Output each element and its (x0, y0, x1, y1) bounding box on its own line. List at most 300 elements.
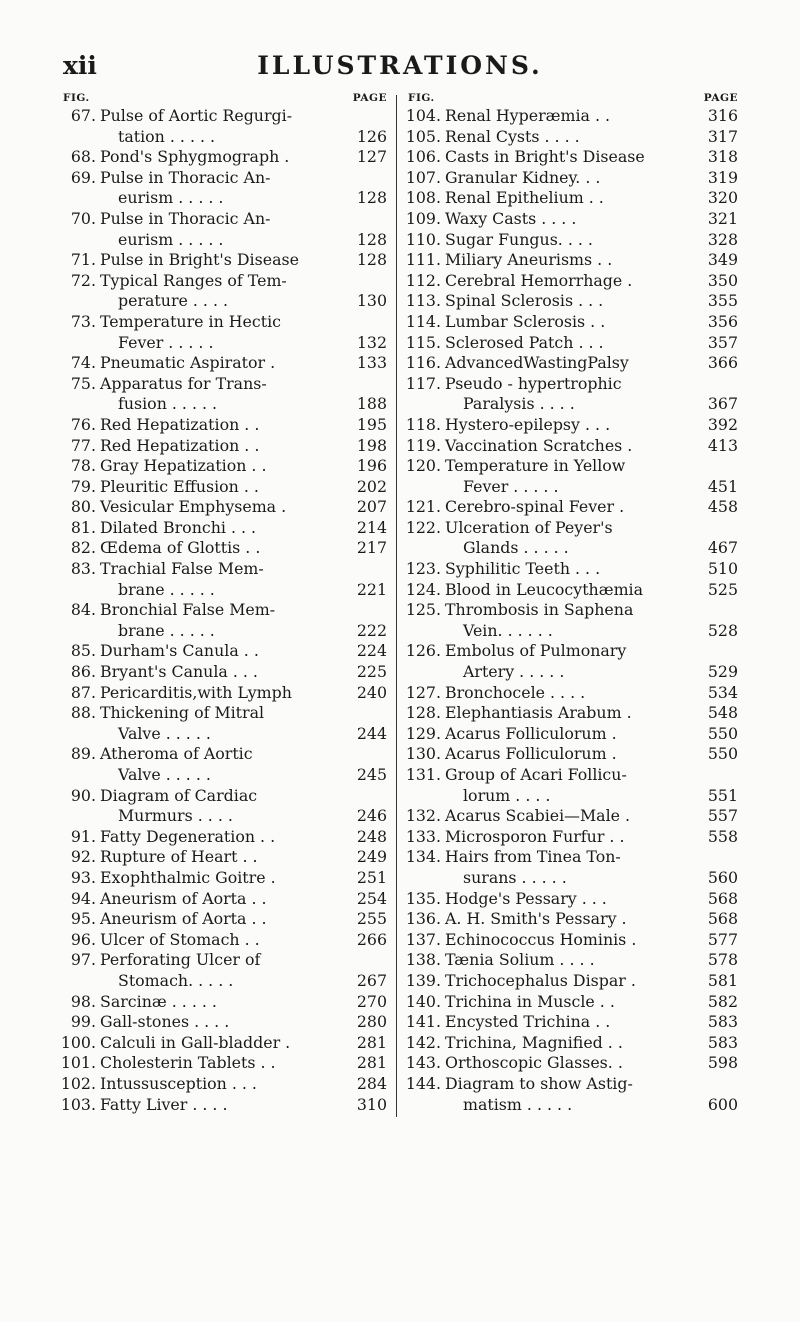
list-item (405, 1053, 738, 1074)
page-reference: 458 (707, 497, 738, 517)
figure-number: 105. (405, 126, 441, 146)
entry-line (60, 847, 387, 868)
entry-line (405, 724, 738, 745)
figure-title: Microsporon Furfur . . (445, 826, 625, 846)
list-item (60, 209, 387, 250)
figure-title: Embolus of Pulmonary (445, 641, 627, 661)
figure-number: 81. (70, 517, 96, 537)
figure-number: 108. (405, 188, 441, 208)
page-reference: 357 (707, 332, 738, 352)
figure-number: 109. (405, 208, 441, 228)
list-item (405, 930, 738, 951)
entry-line (405, 683, 738, 704)
entry-line (405, 333, 738, 354)
entry-line (405, 456, 738, 477)
page-reference: 451 (707, 476, 738, 496)
figure-title: Apparatus for Trans- (100, 373, 267, 393)
page-reference: 568 (707, 909, 738, 929)
figure-number: 76. (70, 414, 96, 434)
list-item (60, 1053, 387, 1074)
figure-number: 118. (405, 414, 441, 434)
figure-title: Cerebral Hemorrhage . (445, 270, 633, 290)
entry-line (60, 1074, 387, 1095)
figure-number: 101. (60, 1053, 96, 1073)
figure-title: perature . . . . (118, 291, 229, 311)
figure-title: matism . . . . . (463, 1094, 573, 1114)
list-item (405, 436, 738, 457)
figure-number: 136. (405, 909, 441, 929)
page-reference: 558 (707, 826, 738, 846)
figure-number: 93. (70, 867, 96, 887)
figure-title: Temperature in Hectic (100, 311, 281, 331)
figure-title: Blood in Leucocythæmia (445, 579, 644, 599)
page-reference: 582 (707, 991, 738, 1011)
list-item (60, 1033, 387, 1054)
page-reference: 224 (356, 641, 387, 661)
figure-number: 107. (405, 167, 441, 187)
list-item (60, 497, 387, 518)
figure-title: Fever . . . . . (118, 332, 214, 352)
figure-title: Stomach. . . . . (118, 970, 234, 990)
page-reference: 550 (707, 723, 738, 743)
figure-title: brane . . . . . (118, 620, 215, 640)
list-item (60, 703, 387, 744)
entry-line (405, 621, 738, 642)
entry-line (405, 806, 738, 827)
list-item (405, 1012, 738, 1033)
figure-title: Renal Epithelium . . (445, 188, 604, 208)
page-reference: 217 (356, 538, 387, 558)
list-item (405, 209, 738, 230)
entry-line (405, 1053, 738, 1074)
page-reference: 255 (356, 909, 387, 929)
figure-title: Pulse of Aortic Regurgi- (100, 106, 293, 125)
entry-line (405, 106, 738, 127)
figure-title: Spinal Sclerosis . . . (445, 291, 604, 311)
entry-line (405, 250, 738, 271)
figure-title: Valve . . . . . (118, 723, 211, 743)
list-item (405, 353, 738, 374)
figure-number: 143. (405, 1053, 441, 1073)
figure-number: 131. (405, 765, 441, 784)
figure-title: Intussusception . . . (100, 1073, 257, 1093)
figure-title: Calculi in Gall-bladder . (100, 1032, 291, 1052)
figure-title: Renal Hyperæmia . . (445, 106, 611, 125)
figure-number: 89. (70, 744, 96, 764)
page-reference: 568 (707, 888, 738, 908)
entry-line (405, 559, 738, 580)
page-reference: 320 (707, 188, 738, 208)
list-item (60, 909, 387, 930)
figure-title: Fatty Liver . . . . (100, 1094, 228, 1114)
figure-title: Tænia Solium . . . . (445, 950, 595, 970)
list-item (405, 724, 738, 745)
list-item (60, 456, 387, 477)
entry-line (60, 806, 387, 827)
page-reference: 413 (707, 435, 738, 455)
list-item (60, 415, 387, 436)
page-reference: 581 (707, 970, 738, 990)
page-reference: 280 (356, 1012, 387, 1032)
entry-line (405, 271, 738, 292)
figure-title: Aneurism of Aorta . . (100, 888, 267, 908)
list-item (60, 683, 387, 704)
page-reference: 225 (356, 662, 387, 682)
figure-title: Trichina, Magnified . . (445, 1032, 623, 1052)
entry-line (60, 291, 387, 312)
entry-line (405, 971, 738, 992)
page-reference: 281 (356, 1053, 387, 1073)
fig-label: FIG. (63, 92, 90, 104)
figure-number: 132. (405, 806, 441, 826)
figure-number: 73. (70, 311, 96, 331)
figure-title: Acarus Folliculorum . (445, 723, 617, 743)
figure-number: 141. (405, 1012, 441, 1032)
figure-number: 135. (405, 888, 441, 908)
page-reference: 525 (707, 579, 738, 599)
list-item (405, 147, 738, 168)
list-item (60, 847, 387, 868)
page-reference: 316 (707, 106, 738, 125)
figure-title: Diagram of Cardiac (100, 785, 258, 805)
entry-line (405, 230, 738, 251)
figure-title: Red Hepatization . . (100, 414, 260, 434)
entry-line (405, 1095, 738, 1116)
figure-title: brane . . . . . (118, 579, 215, 599)
page-reference: 266 (356, 929, 387, 949)
entry-line (60, 724, 387, 745)
entry-line (60, 147, 387, 168)
page-reference: 128 (356, 188, 387, 208)
list-item (60, 600, 387, 641)
figure-number: 77. (70, 435, 96, 455)
figure-title: Lumbar Sclerosis . . (445, 311, 606, 331)
entry-line (405, 992, 738, 1013)
entry-line (405, 786, 738, 807)
figure-title: Vein. . . . . . (463, 620, 553, 640)
figure-number: 134. (405, 847, 441, 867)
entry-line (405, 909, 738, 930)
list-item (60, 436, 387, 457)
right-column (405, 92, 738, 1115)
figure-title: Paralysis . . . . (463, 394, 575, 414)
entry-line (60, 209, 387, 230)
figure-title: Thrombosis in Saphena (445, 600, 634, 620)
column-header (60, 92, 387, 106)
entry-line (405, 827, 738, 848)
figure-number: 97. (70, 950, 96, 970)
entry-line (60, 312, 387, 333)
figure-title: eurism . . . . . (118, 188, 224, 208)
figure-title: Cerebro-spinal Fever . (445, 497, 625, 517)
entry-line (60, 950, 387, 971)
figure-title: Pneumatic Aspirator . (100, 353, 276, 373)
entry-line (60, 168, 387, 189)
page-reference: 578 (707, 950, 738, 970)
figure-title: Group of Acari Follicu- (445, 765, 627, 784)
page-reference: 321 (707, 208, 738, 228)
list-item (405, 827, 738, 848)
entry-line (405, 127, 738, 148)
figure-number: 124. (405, 579, 441, 599)
list-item (405, 497, 738, 518)
page-reference: 534 (707, 682, 738, 702)
figure-number: 98. (70, 991, 96, 1011)
entry-line (405, 497, 738, 518)
page-reference: 254 (356, 888, 387, 908)
figure-number: 78. (70, 456, 96, 476)
list-item (60, 518, 387, 539)
entry-line (60, 456, 387, 477)
entry-line (60, 909, 387, 930)
page-reference: 246 (356, 806, 387, 826)
page-reference: 270 (356, 991, 387, 1011)
figure-title: AdvancedWastingPalsy (445, 353, 629, 373)
page-label: PAGE (352, 92, 387, 104)
entry-line (60, 374, 387, 395)
figure-title: tation . . . . . (118, 126, 216, 146)
figure-number: 123. (405, 559, 441, 579)
figure-title: Renal Cysts . . . . (445, 126, 580, 146)
page-reference: 198 (356, 435, 387, 455)
figure-title: eurism . . . . . (118, 229, 224, 249)
figure-number: 121. (405, 497, 441, 517)
list-item (405, 971, 738, 992)
figure-number: 90. (70, 785, 96, 805)
figure-number: 72. (70, 270, 96, 290)
figure-title: Pulse in Thoracic An- (100, 208, 271, 228)
figure-title: Pulse in Bright's Disease (100, 250, 299, 270)
figure-title: Murmurs . . . . (118, 806, 233, 826)
list-item (405, 641, 738, 682)
figure-number: 139. (405, 970, 441, 990)
figure-number: 84. (70, 600, 96, 620)
list-item (405, 374, 738, 415)
list-item (405, 703, 738, 724)
figure-title: Elephantiasis Arabum . (445, 703, 632, 723)
list-item (405, 744, 738, 765)
page-reference: 214 (356, 517, 387, 537)
figure-number: 87. (70, 682, 96, 702)
entry-line (60, 621, 387, 642)
figure-title: Glands . . . . . (463, 538, 569, 558)
page-reference: 529 (707, 662, 738, 682)
entry-line (405, 538, 738, 559)
list-item (405, 889, 738, 910)
list-item (405, 600, 738, 641)
figure-title: Vesicular Emphysema . (100, 497, 287, 517)
list-item (405, 580, 738, 601)
entry-line (405, 765, 738, 786)
figure-title: Gray Hepatization . . (100, 456, 267, 476)
list-item (405, 127, 738, 148)
figure-title: Acarus Scabiei—Male . (445, 806, 631, 826)
list-item (405, 188, 738, 209)
entry-line (60, 518, 387, 539)
figure-title: Temperature in Yellow (445, 456, 626, 476)
list-item (405, 271, 738, 292)
entry-line (60, 868, 387, 889)
figure-number: 106. (405, 147, 441, 167)
page-reference: 267 (356, 970, 387, 990)
column-header (405, 92, 738, 106)
page-reference: 356 (707, 311, 738, 331)
entry-line (405, 147, 738, 168)
list-item (405, 250, 738, 271)
entry-line (60, 786, 387, 807)
list-item (60, 374, 387, 415)
page-reference: 240 (356, 682, 387, 702)
entry-line (405, 291, 738, 312)
entry-line (60, 230, 387, 251)
list-item (405, 168, 738, 189)
entry-line (405, 580, 738, 601)
figure-title: Ulcer of Stomach . . (100, 929, 260, 949)
page-reference: 284 (356, 1073, 387, 1093)
page-reference: 202 (356, 476, 387, 496)
figure-number: 103. (60, 1094, 96, 1114)
list-item (405, 291, 738, 312)
list-item (405, 1074, 738, 1115)
page-reference: 248 (356, 826, 387, 846)
figure-number: 86. (70, 662, 96, 682)
figure-title: Pleuritic Effusion . . (100, 476, 259, 496)
figure-number: 96. (70, 929, 96, 949)
entry-line (60, 250, 387, 271)
entry-line (60, 683, 387, 704)
entry-line (405, 436, 738, 457)
list-item (405, 950, 738, 971)
list-item (405, 992, 738, 1013)
figure-number: 91. (70, 826, 96, 846)
list-item (405, 683, 738, 704)
entry-line (405, 415, 738, 436)
fig-label: FIG. (408, 92, 435, 104)
figure-title: Waxy Casts . . . . (445, 208, 577, 228)
figure-number: 83. (70, 559, 96, 579)
page-reference: 126 (356, 126, 387, 146)
figure-title: surans . . . . . (463, 867, 567, 887)
page-reference: 600 (707, 1094, 738, 1114)
page-reference: 598 (707, 1053, 738, 1073)
figure-number: 127. (405, 682, 441, 702)
page-reference: 249 (356, 847, 387, 867)
figure-title: Pericarditis,with Lymph (100, 682, 292, 702)
page-reference: 128 (356, 250, 387, 270)
entry-line (405, 1074, 738, 1095)
list-item (60, 353, 387, 374)
page-reference: 467 (707, 538, 738, 558)
figure-number: 122. (405, 517, 441, 537)
page-reference: 221 (356, 579, 387, 599)
list-item (60, 786, 387, 827)
page-reference: 244 (356, 723, 387, 743)
entry-line (60, 333, 387, 354)
figure-number: 75. (70, 373, 96, 393)
page-reference: 195 (356, 414, 387, 434)
figure-number: 70. (70, 208, 96, 228)
figure-number: 67. (70, 106, 96, 125)
figure-title: Pseudo - hypertrophic (445, 373, 622, 393)
figure-number: 74. (70, 353, 96, 373)
figure-title: Fever . . . . . (463, 476, 559, 496)
entry-line (60, 1095, 387, 1116)
figure-title: Diagram to show Astig- (445, 1073, 633, 1093)
entry-line (405, 353, 738, 374)
figure-title: Vaccination Scratches . (445, 435, 633, 455)
figure-title: Echinococcus Hominis . (445, 929, 637, 949)
entry-line (405, 477, 738, 498)
figure-title: Artery . . . . . (463, 662, 565, 682)
page-reference: 127 (356, 147, 387, 167)
entry-line (60, 992, 387, 1013)
page-reference: 550 (707, 744, 738, 764)
figure-number: 117. (405, 373, 441, 393)
entry-line (60, 188, 387, 209)
entry-line (60, 662, 387, 683)
list-item (405, 230, 738, 251)
figure-title: Bryant's Canula . . . (100, 662, 258, 682)
entry-line (405, 662, 738, 683)
figure-title: Sarcinæ . . . . . (100, 991, 217, 1011)
page-reference: 548 (707, 703, 738, 723)
running-header (0, 46, 800, 86)
figure-number: 138. (405, 950, 441, 970)
figure-number: 140. (405, 991, 441, 1011)
page-reference: 245 (356, 765, 387, 784)
list-item (60, 950, 387, 991)
page-reference: 355 (707, 291, 738, 311)
figure-title: Pond's Sphygmograph . (100, 147, 290, 167)
entry-line (60, 1053, 387, 1074)
figure-number: 68. (70, 147, 96, 167)
page-reference: 310 (356, 1094, 387, 1114)
figure-title: Trichina in Muscle . . (445, 991, 615, 1011)
page-reference: 367 (707, 394, 738, 414)
figure-title: Pulse in Thoracic An- (100, 167, 271, 187)
figure-title: A. H. Smith's Pessary . (445, 909, 627, 929)
figure-title: Orthoscopic Glasses. . (445, 1053, 623, 1073)
figure-number: 111. (405, 250, 441, 270)
figure-number: 100. (60, 1032, 96, 1052)
page-reference: 222 (356, 620, 387, 640)
figure-title: Typical Ranges of Tem- (100, 270, 287, 290)
entry-line (405, 600, 738, 621)
figure-number: 142. (405, 1032, 441, 1052)
figure-title: Red Hepatization . . (100, 435, 260, 455)
list-item (60, 147, 387, 168)
page-reference: 251 (356, 867, 387, 887)
figure-title: Acarus Folliculorum . (445, 744, 617, 764)
figure-number: 82. (70, 538, 96, 558)
entry-line (405, 394, 738, 415)
list-item (405, 456, 738, 497)
entry-line (60, 538, 387, 559)
list-item (405, 312, 738, 333)
figure-number: 92. (70, 847, 96, 867)
list-item (60, 1012, 387, 1033)
entry-line (405, 168, 738, 189)
page-title: ILLUSTRATIONS. (257, 51, 543, 80)
list-item (60, 538, 387, 559)
figure-title: Thickening of Mitral (100, 703, 265, 723)
figure-title: Valve . . . . . (118, 765, 211, 784)
list-item (405, 909, 738, 930)
figure-number: 88. (70, 703, 96, 723)
figure-number: 114. (405, 311, 441, 331)
page-reference: 281 (356, 1032, 387, 1052)
figure-title: Œdema of Glottis . . (100, 538, 261, 558)
